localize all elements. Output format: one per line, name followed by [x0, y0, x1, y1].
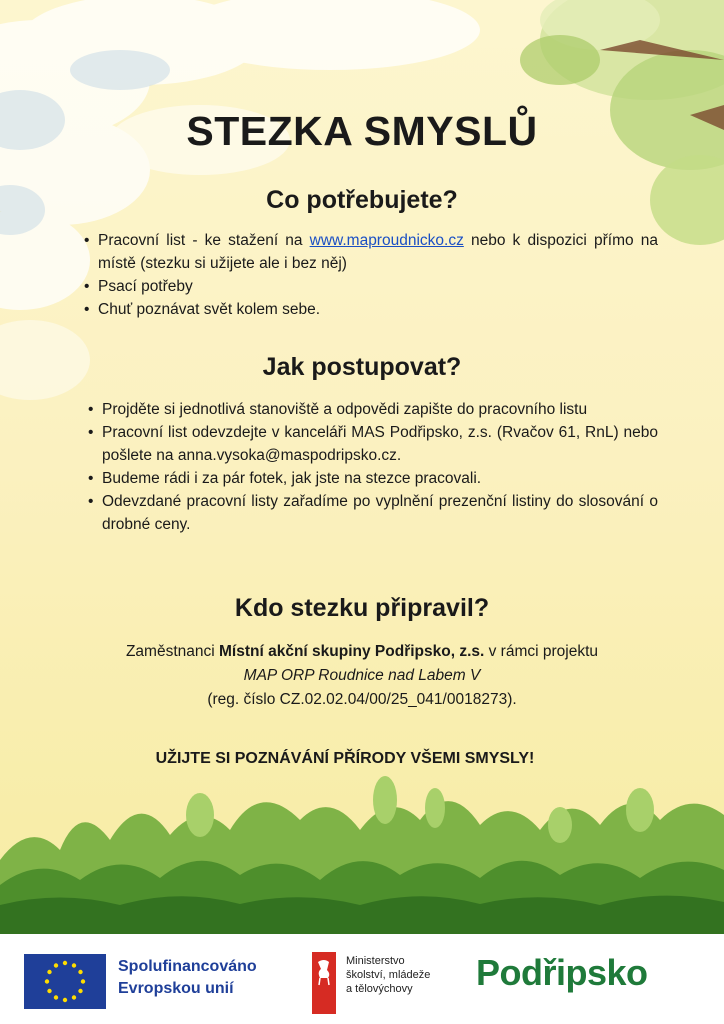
needs-list — [84, 229, 658, 321]
list-item: • Chuť poznávat svět kolem sebe. — [84, 298, 658, 321]
list-item: • Projděte si jednotlivá stanoviště a odpovědi zapište do pracovního listu — [88, 398, 658, 421]
list-item: • Budeme rádi i za pár fotek, jak jste na stezce pracovali. — [88, 467, 658, 490]
section-heading-needs: Co potřebujete? — [266, 186, 458, 214]
procedure-list — [88, 398, 658, 536]
slogan: UŽIJTE SI POZNÁVÁNÍ PŘÍRODY VŠEMI SMYSLY! — [155, 750, 535, 767]
credits-line: Zaměstnanci Místní akční skupiny Podřipsko, z.s. v rámci projektu — [125, 643, 599, 660]
eu-flag-icon — [24, 954, 106, 1009]
eu-funding-label: Spolufinancováno Evropskou unií — [118, 958, 257, 997]
podripsko-logo: Podřipsko — [476, 952, 648, 993]
page-title: STEZKA SMYSLŮ — [186, 108, 538, 154]
msmt-lion-icon — [312, 952, 336, 1014]
section-heading-authors: Kdo stezku připravil? — [234, 594, 490, 622]
list-item: • Odevzdané pracovní listy zařadíme po vyplnění prezenční listiny do slosování o drobné ceny. — [88, 490, 658, 536]
registration-number: (reg. číslo CZ.02.02.04/00/25_041/0018273). — [207, 691, 517, 708]
ministry-label: Ministerstvo školství, mládeže a tělovýchovy — [346, 955, 431, 995]
grass-illustration — [0, 776, 724, 934]
list-item: • Pracovní list - ke stažení na www.maproudnicko.cz nebo k dispozici přímo na místě (stezku si užijete ale i bez něj) — [84, 229, 658, 275]
footer-logos — [0, 934, 724, 1024]
list-item: • Pracovní list odevzdejte v kanceláři MAS Podřipsko, z.s. (Rvačov 61, RnL) nebo pošlete na anna.vysoka@maspodripsko.cz. — [88, 421, 658, 467]
project-name: MAP ORP Roudnice nad Labem V — [243, 667, 481, 684]
section-heading-procedure: Jak postupovat? — [262, 353, 462, 381]
credits-text — [0, 640, 724, 712]
list-item: • Psací potřeby — [84, 275, 658, 298]
worksheet-link[interactable]: www.maproudnicko.cz — [309, 232, 464, 249]
